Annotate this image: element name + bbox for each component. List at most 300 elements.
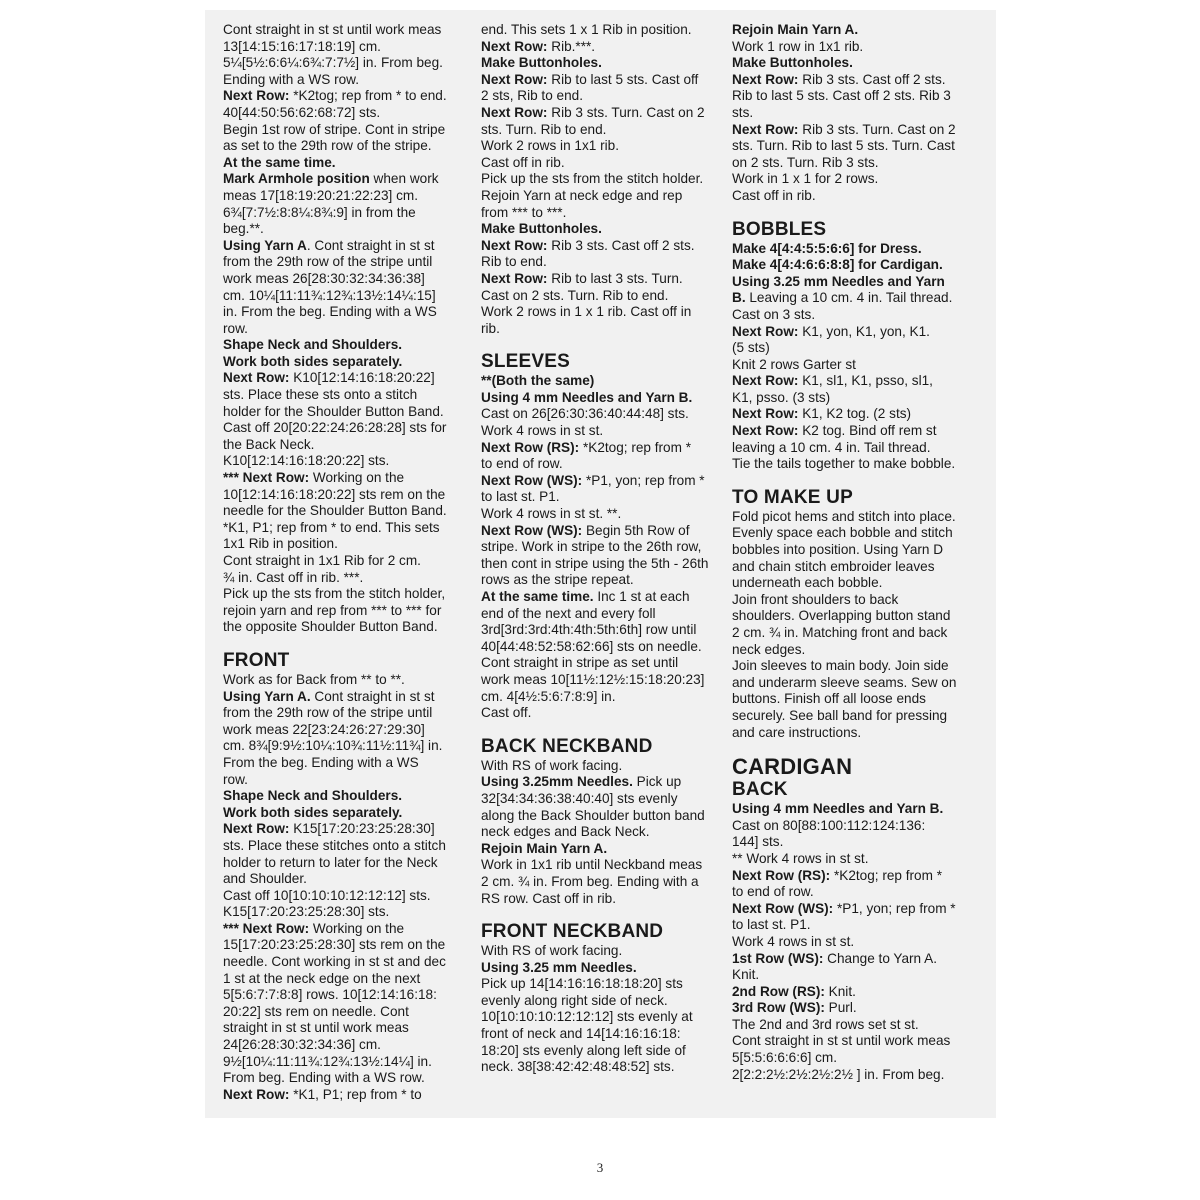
section-heading: FRONT NECKBAND xyxy=(481,921,664,943)
pattern-line xyxy=(223,987,463,1004)
line-text: Rib 3 sts. Cast off 2 sts. xyxy=(798,71,946,87)
section-heading: SLEEVES xyxy=(481,351,571,373)
section-heading: BOBBLES xyxy=(732,218,827,240)
line-text: Work as for Back from ** to **. xyxy=(223,671,405,687)
line-text: Cast off 10[10:10:10:12:12:12] sts. xyxy=(223,887,431,903)
line-text: With RS of work facing. xyxy=(481,943,623,959)
bold-label: Mark Armhole position xyxy=(223,171,370,187)
line-text: Cast off 20[20:22:24:26:28:28] sts for xyxy=(223,420,447,436)
line-text: Pick up 14[14:16:16:18:18:20] sts xyxy=(481,976,683,992)
pattern-line xyxy=(481,55,725,72)
line-text: *P1, yon; rep from * xyxy=(833,900,956,916)
pattern-line xyxy=(223,603,463,620)
pattern-line xyxy=(481,105,725,122)
pattern-line xyxy=(732,559,978,576)
line-text: end of the next and every foll xyxy=(481,605,656,621)
line-text: the opposite Shoulder Button Band. xyxy=(223,619,438,635)
column-3 xyxy=(732,22,978,1083)
pattern-line xyxy=(223,838,463,855)
line-text: Cast on 2 sts. Turn. Rib to end. xyxy=(481,287,669,303)
line-text: Cont straight in stripe as set until xyxy=(481,655,679,671)
pattern-line xyxy=(732,725,978,742)
bold-label: Next Row: xyxy=(481,104,548,120)
pattern-line xyxy=(732,592,978,609)
line-text: RS row. Cast off in rib. xyxy=(481,890,616,906)
line-text: 40[44:50:56:62:68:72] sts. xyxy=(223,104,381,120)
line-text: securely. See ball band for pressing xyxy=(732,707,948,723)
line-text: row. xyxy=(223,771,248,787)
line-text: Join sleeves to main body. Join side xyxy=(732,658,949,674)
line-text: 1 st at the neck edge on the next xyxy=(223,970,421,986)
pattern-line xyxy=(223,55,463,72)
pattern-line xyxy=(223,755,463,772)
pattern-line xyxy=(732,1017,978,1034)
line-text: Rib to end. xyxy=(481,254,547,270)
pattern-line xyxy=(223,672,463,689)
line-text: neck edges. xyxy=(732,641,806,657)
line-text: K1, sl1, K1, psso, sl1, xyxy=(798,373,933,389)
line-text: Begin 1st row of stripe. Cont in stripe xyxy=(223,121,446,137)
line-text: cm. 8¾[9:9½:10¼:10¾:11½:11¾] in. xyxy=(223,738,443,754)
line-text: 32[34:34:36:38:40:40] sts evenly xyxy=(481,790,678,806)
pattern-line xyxy=(481,440,725,457)
line-text: 18:20] sts evenly along left side of xyxy=(481,1042,686,1058)
section-heading: CARDIGAN xyxy=(732,754,853,780)
pattern-line xyxy=(223,22,463,39)
pattern-line xyxy=(481,874,725,891)
line-text: 2 cm. ¾ in. Matching front and back xyxy=(732,625,948,640)
pattern-line xyxy=(732,708,978,725)
bold-label: 2nd Row (RS): xyxy=(732,983,825,999)
line-text: and chain stitch embroider leaves xyxy=(732,558,935,574)
pattern-line xyxy=(481,456,725,473)
pattern-line xyxy=(481,943,725,960)
pattern-line xyxy=(481,122,725,139)
line-text: holder to return to later for the Neck xyxy=(223,854,438,870)
pattern-line xyxy=(732,456,978,473)
line-text: 1x1 Rib in position. xyxy=(223,536,338,552)
pattern-line xyxy=(481,72,725,89)
line-text: With RS of work facing. xyxy=(481,757,623,773)
pattern-line xyxy=(481,205,725,222)
pattern-line xyxy=(481,824,725,841)
pattern-line xyxy=(732,171,978,188)
bold-label: Next Row: xyxy=(732,423,799,439)
pattern-line xyxy=(732,984,978,1001)
line-text: K1, psso. (3 sts) xyxy=(732,389,831,405)
section-heading: TO MAKE UP xyxy=(732,486,853,508)
pattern-line xyxy=(732,542,978,559)
pattern-line xyxy=(481,808,725,825)
pattern-line xyxy=(732,675,978,692)
line-text: from the 29th row of the stripe until xyxy=(223,254,433,270)
bold-label: Next Row (RS): xyxy=(481,439,580,455)
pattern-line xyxy=(223,420,463,437)
line-text: 2[2:2:2½:2½:2½:2½ ] in. From beg. xyxy=(732,1066,945,1082)
line-text: Working on the xyxy=(309,470,405,486)
line-text: work meas 22[23:24:26:27:29:30] xyxy=(223,721,425,737)
bold-label: Next Row: xyxy=(223,370,290,386)
bold-label: Make 4[4:4:5:5:6:6] for Dress. xyxy=(732,240,922,256)
pattern-line xyxy=(223,1054,463,1071)
pattern-line xyxy=(223,470,463,487)
line-text: 144] sts. xyxy=(732,834,784,850)
line-text: 5[5:6:7:7:8:8] rows. 10[12:14:16:18: xyxy=(223,987,437,1003)
bold-label: Rejoin Main Yarn A. xyxy=(732,22,859,37)
line-text: Pick up the sts from the stitch holder. xyxy=(481,171,704,187)
pattern-line xyxy=(223,188,463,205)
line-text: the Back Neck. xyxy=(223,436,315,452)
line-text: Knit. xyxy=(824,983,856,999)
line-text: neck. 38[38:42:42:48:48:52] sts. xyxy=(481,1059,675,1075)
pattern-line xyxy=(481,622,725,639)
line-text: 3rd[3rd:3rd:4th:4th:5th:6th] row until xyxy=(481,622,697,638)
line-text: and care instructions. xyxy=(732,724,862,740)
line-text: beg.**. xyxy=(223,221,264,237)
pattern-line xyxy=(732,188,978,205)
line-text: to end of row. xyxy=(481,456,563,472)
line-text: K15[17:20:23:25:28:30] xyxy=(289,821,435,837)
pattern-line xyxy=(481,304,725,321)
pattern-line xyxy=(481,254,725,271)
bold-label: Using 3.25 mm Needles and Yarn xyxy=(732,273,945,289)
pattern-line xyxy=(481,791,725,808)
pattern-line xyxy=(481,857,725,874)
pattern-line xyxy=(223,205,463,222)
pattern-line xyxy=(481,655,725,672)
pattern-line xyxy=(223,387,463,404)
bold-label: At the same time. xyxy=(223,154,336,170)
pattern-line xyxy=(732,105,978,122)
pattern-line xyxy=(223,1087,463,1104)
bold-label: Using 3.25 mm Needles. xyxy=(481,959,637,975)
pattern-line xyxy=(481,556,725,573)
pattern-line xyxy=(732,340,978,357)
line-text: buttons. Finish off all loose ends xyxy=(732,691,926,707)
pattern-line xyxy=(732,39,978,56)
line-text: end. This sets 1 x 1 Rib in position. xyxy=(481,22,692,37)
pattern-line xyxy=(223,821,463,838)
pattern-line xyxy=(481,88,725,105)
line-text: K10[12:14:16:18:20:22] xyxy=(289,370,435,386)
line-text: rejoin yarn and rep from *** to *** for xyxy=(223,602,442,618)
line-text: Cast on 26[26:30:36:40:44:48] sts. xyxy=(481,406,689,422)
line-text: 2 sts, Rib to end. xyxy=(481,88,584,104)
bold-label: Make Buttonholes. xyxy=(732,55,853,71)
pattern-line xyxy=(481,523,725,540)
pattern-line xyxy=(223,354,463,371)
pattern-line xyxy=(732,307,978,324)
line-text: Cont straight in st st xyxy=(310,688,435,704)
pattern-line xyxy=(481,589,725,606)
pattern-line xyxy=(732,608,978,625)
line-text: to end of row. xyxy=(732,884,814,900)
line-text: evenly along right side of neck. xyxy=(481,992,668,1008)
line-text: along the Back Shoulder button band xyxy=(481,807,705,823)
line-text: to last st. P1. xyxy=(481,489,560,505)
bold-label: Next Row: xyxy=(732,406,799,422)
line-text: 10[12:14:16:18:20:22] sts rem on the xyxy=(223,486,446,502)
pattern-line xyxy=(732,658,978,675)
line-text: sts. Place these stitches onto a stitch xyxy=(223,837,446,853)
pattern-line xyxy=(223,1004,463,1021)
pattern-line xyxy=(481,373,725,390)
pattern-line xyxy=(481,221,725,238)
line-text: when work xyxy=(369,171,439,187)
pattern-line xyxy=(223,39,463,56)
line-text: 5¼[5½:6:6¼:6¾:7:7½] in. From beg. xyxy=(223,55,443,71)
bold-label: Using 4 mm Needles and Yarn B. xyxy=(481,389,693,405)
pattern-line xyxy=(732,901,978,918)
pattern-line xyxy=(481,489,725,506)
bold-label: Next Row (WS): xyxy=(481,522,583,538)
bold-label: 1st Row (WS): xyxy=(732,950,824,966)
bold-label: Next Row: xyxy=(481,71,548,87)
pattern-line xyxy=(732,834,978,851)
bold-label: Next Row: xyxy=(732,71,799,87)
pattern-line xyxy=(223,404,463,421)
pattern-line xyxy=(732,1000,978,1017)
line-text: Knit. xyxy=(732,967,760,983)
line-text: Work 4 rows in st st. xyxy=(481,423,604,439)
line-text: ** Work 4 rows in st st. xyxy=(732,850,869,866)
pattern-line xyxy=(481,423,725,440)
pattern-line xyxy=(732,525,978,542)
line-text: Rib to last 3 sts. Turn. xyxy=(547,270,683,286)
line-text: The 2nd and 3rd rows set st st. xyxy=(732,1016,919,1032)
pattern-line xyxy=(481,572,725,589)
line-text: Rib 3 sts. Turn. Cast on 2 xyxy=(547,104,705,120)
line-text: Rib 3 sts. Cast off 2 sts. xyxy=(547,237,695,253)
bold-label: Rejoin Main Yarn A. xyxy=(481,840,608,856)
line-text: Cont straight in 1x1 Rib for 2 cm. xyxy=(223,553,421,568)
pattern-line xyxy=(223,705,463,722)
pattern-line xyxy=(732,818,978,835)
line-text: Pick up the sts from the stitch holder, xyxy=(223,586,446,602)
pattern-line xyxy=(481,390,725,407)
line-text: Pick up xyxy=(632,774,682,790)
column-2 xyxy=(481,22,725,1076)
pattern-line xyxy=(732,22,978,39)
bold-label: Work both sides separately. xyxy=(223,804,403,820)
pattern-line xyxy=(223,370,463,387)
line-text: Work in 1 x 1 for 2 rows. xyxy=(732,171,879,187)
pattern-line xyxy=(481,473,725,490)
line-text: K1, K2 tog. (2 sts) xyxy=(798,406,912,422)
pattern-line xyxy=(223,453,463,470)
pattern-line xyxy=(732,509,978,526)
line-text: *K2tog; rep from * xyxy=(830,867,943,883)
pattern-line xyxy=(481,639,725,656)
line-text: in. From the beg. Ending with a WS xyxy=(223,304,437,320)
bold-label: Next Row: xyxy=(223,88,290,104)
line-text: K15[17:20:23:25:28:30] sts. xyxy=(223,904,390,920)
pattern-line xyxy=(481,758,725,775)
pattern-line xyxy=(223,238,463,255)
pattern-line xyxy=(732,406,978,423)
bold-label: Using Yarn A xyxy=(223,237,307,253)
pattern-line xyxy=(223,738,463,755)
pattern-line xyxy=(732,625,978,642)
pattern-line xyxy=(481,238,725,255)
pattern-line xyxy=(481,506,725,523)
pattern-line xyxy=(223,304,463,321)
bold-label: **(Both the same) xyxy=(481,373,595,389)
line-text: stripe. Work in stripe to the 26th row, xyxy=(481,539,702,555)
pattern-line xyxy=(481,171,725,188)
pattern-line xyxy=(223,88,463,105)
bold-label: Using Yarn A. xyxy=(223,688,311,704)
line-text: then cont in stripe using the 5th - 26th xyxy=(481,555,709,571)
line-text: Cast on 3 sts. xyxy=(732,306,816,322)
line-text: Work 4 rows in st st. xyxy=(732,933,855,949)
pattern-line xyxy=(481,1009,725,1026)
section-heading: BACK xyxy=(732,779,788,801)
bold-label: *** Next Row: xyxy=(223,470,310,486)
line-text: From beg. Ending with a WS row. xyxy=(223,1070,425,1086)
pattern-line xyxy=(223,689,463,706)
bold-label: At the same time. xyxy=(481,589,594,604)
pattern-line xyxy=(223,288,463,305)
pattern-line xyxy=(223,254,463,271)
pattern-line xyxy=(732,122,978,139)
line-text: 10[10:10:10:12:12:12] sts evenly at xyxy=(481,1009,693,1025)
line-text: and underarm sleeve seams. Sew on xyxy=(732,674,957,690)
pattern-line xyxy=(223,921,463,938)
bold-label: Next Row: xyxy=(223,1086,290,1102)
line-text: Ending with a WS row. xyxy=(223,71,359,87)
bold-label: Shape Neck and Shoulders. xyxy=(223,337,403,353)
pattern-line xyxy=(223,171,463,188)
bold-label: Next Row (WS): xyxy=(732,900,834,916)
line-text: and Shoulder. xyxy=(223,871,307,887)
bold-label: Work both sides separately. xyxy=(223,353,403,369)
pattern-line xyxy=(481,672,725,689)
bold-label: Using 4 mm Needles and Yarn B. xyxy=(732,801,944,817)
pattern-line xyxy=(223,536,463,553)
bold-label: Make 4[4:4:6:6:8:8] for Cardigan. xyxy=(732,257,943,273)
pattern-line xyxy=(223,788,463,805)
pattern-line xyxy=(223,1020,463,1037)
line-text: 13[14:15:16:17:18:19] cm. xyxy=(223,38,381,54)
pattern-line xyxy=(223,122,463,139)
pattern-page xyxy=(205,10,996,1118)
pattern-line xyxy=(481,606,725,623)
pattern-line xyxy=(732,691,978,708)
line-text: Cont straight in st st until work meas xyxy=(223,22,442,37)
line-text: . Cont straight in st st xyxy=(306,237,435,253)
pattern-line xyxy=(481,288,725,305)
bold-label: Next Row (WS): xyxy=(481,472,583,488)
line-text: K1, yon, K1, yon, K1. xyxy=(798,323,930,339)
bold-label: Next Row: xyxy=(481,270,548,286)
pattern-line xyxy=(223,772,463,789)
line-text: needle. Cont working in st st and dec xyxy=(223,954,446,970)
line-text: *K1, P1; rep from * to xyxy=(289,1086,422,1102)
line-text: *K2tog; rep from * to end. xyxy=(289,88,447,104)
line-text: Evenly space each bobble and stitch xyxy=(732,525,953,541)
bold-label: Using 3.25mm Needles. xyxy=(481,774,633,790)
pattern-line xyxy=(481,993,725,1010)
line-text: Work in 1x1 rib until Neckband meas xyxy=(481,857,703,873)
pattern-line xyxy=(481,539,725,556)
bold-label: Next Row: xyxy=(481,38,548,54)
line-text: *K1, P1; rep from * to end. This sets xyxy=(223,519,440,535)
line-text: cm. 4[4½:5:6:7:8:9] in. xyxy=(481,688,616,704)
bold-label: Shape Neck and Shoulders. xyxy=(223,788,403,804)
line-text: Tie the tails together to make bobble. xyxy=(732,456,956,472)
line-text: from the 29th row of the stripe until xyxy=(223,705,433,721)
pattern-line xyxy=(223,570,463,587)
pattern-line xyxy=(481,960,725,977)
pattern-line xyxy=(732,155,978,172)
bold-label: B. xyxy=(732,290,746,306)
pattern-line xyxy=(732,1050,978,1067)
line-text: 2 cm. ¾ in. From beg. Ending with a xyxy=(481,873,699,889)
line-text: work meas 26[28:30:32:34:36:38] xyxy=(223,270,425,286)
line-text: Work 4 rows in st st. **. xyxy=(481,506,622,522)
pattern-line xyxy=(732,801,978,818)
pattern-line xyxy=(732,373,978,390)
line-text: sts. Place these sts onto a stitch xyxy=(223,387,418,403)
line-text: needle for the Shoulder Button Band. xyxy=(223,503,447,519)
pattern-line xyxy=(732,72,978,89)
line-text: Inc 1 st at each xyxy=(593,589,690,604)
pattern-line xyxy=(481,841,725,858)
pattern-line xyxy=(732,274,978,291)
pattern-line xyxy=(223,271,463,288)
bold-label: Next Row: xyxy=(732,373,799,389)
pattern-line xyxy=(223,722,463,739)
pattern-line xyxy=(732,241,978,258)
pattern-line xyxy=(732,642,978,659)
pattern-line xyxy=(481,705,725,722)
pattern-line xyxy=(223,805,463,822)
line-text: 15[17:20:23:25:28:30] sts rem on the xyxy=(223,937,446,953)
pattern-line xyxy=(223,155,463,172)
line-text: Cast on 80[88:100:112:124:136: xyxy=(732,817,926,833)
pattern-line xyxy=(732,55,978,72)
pattern-line xyxy=(223,437,463,454)
bold-label: Make Buttonholes. xyxy=(481,55,602,71)
pattern-line xyxy=(732,951,978,968)
pattern-line xyxy=(223,321,463,338)
pattern-line xyxy=(732,88,978,105)
pattern-line xyxy=(223,138,463,155)
pattern-line xyxy=(481,271,725,288)
line-text: Work 2 rows in 1x1 rib. xyxy=(481,138,619,154)
pattern-line xyxy=(732,440,978,457)
line-text: from *** to ***. xyxy=(481,204,567,220)
pattern-line xyxy=(223,221,463,238)
line-text: meas 17[18:19:20:21:22:23] cm. xyxy=(223,187,418,203)
line-text: rib. xyxy=(481,320,500,336)
pattern-line xyxy=(481,1043,725,1060)
pattern-line xyxy=(732,390,978,407)
line-text: bobbles into position. Using Yarn D xyxy=(732,542,944,558)
section-heading: BACK NECKBAND xyxy=(481,735,653,757)
line-text: leaving a 10 cm. 4 in. Tail thread. xyxy=(732,439,931,455)
pattern-line xyxy=(223,971,463,988)
line-text: K2 tog. Bind off rem st xyxy=(798,423,937,439)
line-text: Work 2 rows in 1 x 1 rib. Cast off in xyxy=(481,304,692,320)
line-text: Rib.***. xyxy=(547,38,596,54)
pattern-line xyxy=(732,934,978,951)
pattern-line xyxy=(481,188,725,205)
line-text: Cont straight in st st until work meas xyxy=(732,1033,951,1049)
pattern-line xyxy=(481,689,725,706)
line-text: 9½[10¼:11:11¾:12¾:13½:14¼] in. xyxy=(223,1053,432,1069)
